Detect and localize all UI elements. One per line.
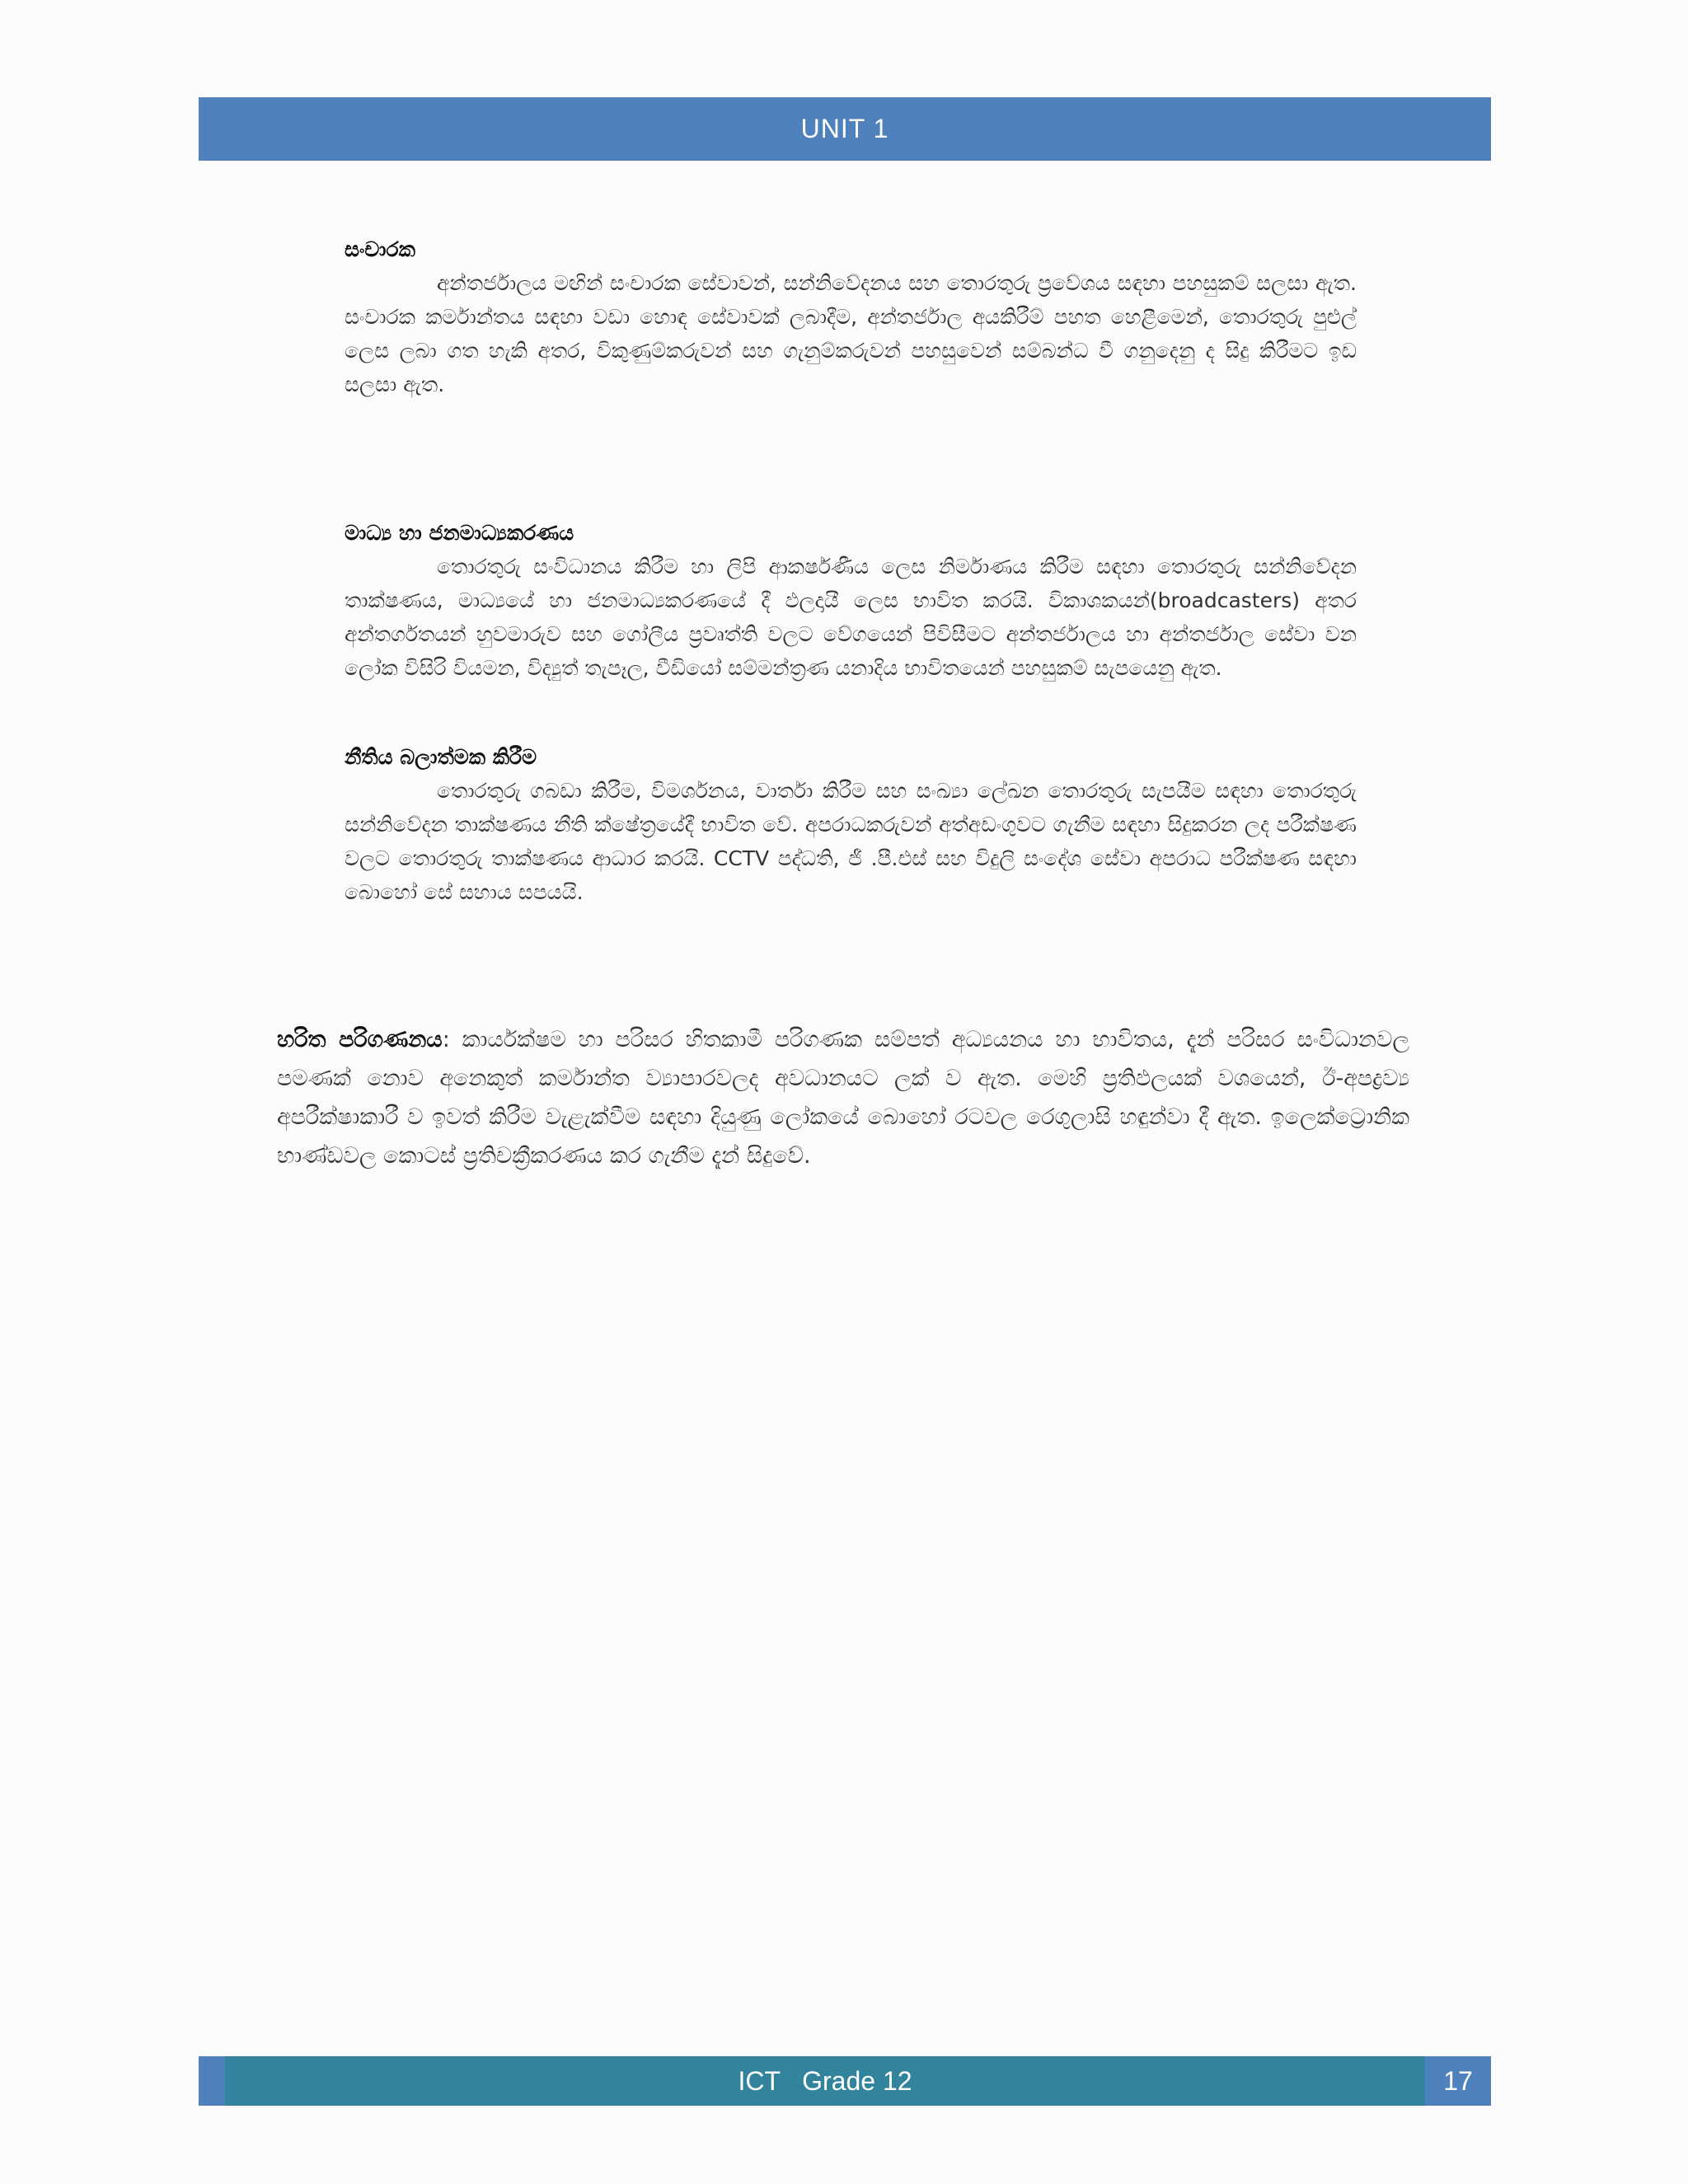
section-heading-tourism: සංචාරක — [345, 237, 415, 261]
section-body-media: තොරතුරු සංවිධානය කිරීම හා ලිපි ආකර්ෂණීය ලෙස නිර්මාණය කිරීම සඳහා තොරතුරු සන්නිවේදන තාක්ෂණය, මාධ්‍යයේ හා ජනමාධ්‍යකරණයේ දී ඵලදායී ලෙස භාවිත කරයි. විකාශකයන්(broadcasters) අතර අන්තර්ගතයන් හුවමාරුව සහ ගෝලීය ප්‍රවෘත්ති වලට වේගයෙන් පිවිසීමට අන්තර්ජාලය හා අන්තර්ජාල සේවා වන ලෝක විසිරි වියමන, විද්‍යුත් තැපෑල, වීඩියෝ සම්මන්ත්‍රණ යනාදිය භාවිතයෙන් පහසුකම් සැපයෙනු ඇත. — [345, 555, 1357, 680]
unit-header-bar — [199, 97, 1491, 161]
green-computing-text: : කාර්යක්ෂම හා පරිසර හිතකාමී පරිගණක සම්පත් අධ්‍යයනය හා භාවිතය, දැන් පරිසර සංවිධානවල පමණක් නොව අනෙකුත් කර්මාන්ත ව්‍යාපාරවලද අවධානයට ලක් ව ඇත. මෙහි ප්‍රතිඵලයක් වශයෙන්, ඊ-අපද්‍රව්‍ය අපරීක්ෂාකාරී ව ඉවත් කිරීම වැළැක්වීම සඳහා දියුණු ලෝකයේ බොහෝ රටවල රෙගුලාසි හඳුන්වා දී ඇත. ඉලෙක්ට්‍රොනික භාණ්ඩවල කොටස් ප්‍රතිචක්‍රීකරණය කර ගැනීම දැන් සිදුවේ. — [277, 1027, 1409, 1169]
section-law-enforcement — [345, 741, 1357, 909]
unit-label: UNIT 1 — [800, 114, 889, 143]
section-heading-media: මාධ්‍ය හා ජනමාධ්‍යකරණය — [345, 521, 574, 545]
section-heading-law-enforcement: නීතිය බලාත්මක කිරීම — [345, 745, 537, 769]
green-computing-term: හරිත පරිගණනය — [277, 1027, 443, 1052]
footer-bar — [199, 2056, 1491, 2106]
section-body-tourism: අන්තර්ජාලය මඟින් සංචාරක සේවාවන්, සන්නිවේදනය සහ තොරතුරු ප්‍රවේශය සඳහා පහසුකම් සලසා ඇත. සංචාරක කර්මාන්තය සඳහා වඩා හොඳ සේවාවක් ලබාදීම, අන්තර්ජාල අයකිරීම් පහත හෙළීමෙන්, තොරතුරු පුළුල් ලෙස ලබා ගත හැකි අතර, විකුණුම්කරුවන් සහ ගැනුම්කරුවන් පහසුවෙන් සම්බන්ධ වී ගනුදෙනු ද සිදු කිරීමට ඉඩ සලසා ඇත. — [345, 271, 1357, 396]
green-computing-paragraph — [277, 1020, 1409, 1175]
footer-title: ICT Grade 12 — [738, 2065, 912, 2096]
page-number: 17 — [1425, 2056, 1491, 2106]
section-tourism — [345, 233, 1357, 401]
section-body-law-enforcement: තොරතුරු ගබඩා කිරීම, විමර්ශනය, වාර්තා කිරීම සහ සංඛ්‍යා ලේඛන තොරතුරු සැපයීම සඳහා තොරතුරු සන්නිවේදන තාක්ෂණය නීති ක්ෂේත්‍රයේදී භාවිත වේ. අපරාධකරුවන් අත්අඩංගුවට ගැනීම සඳහා සිදුකරන ලද පරීක්ෂණ වලට තොරතුරු තාක්ෂණය ආධාර කරයි. CCTV පද්ධති, ජී .පී.එස් සහ විදුලි සංදේශ සේවා අපරාධ පරීක්ෂණ සඳහා බොහෝ සේ සහාය සපයයි. — [345, 779, 1357, 904]
section-media — [345, 517, 1357, 685]
footer-accent — [199, 2056, 225, 2106]
